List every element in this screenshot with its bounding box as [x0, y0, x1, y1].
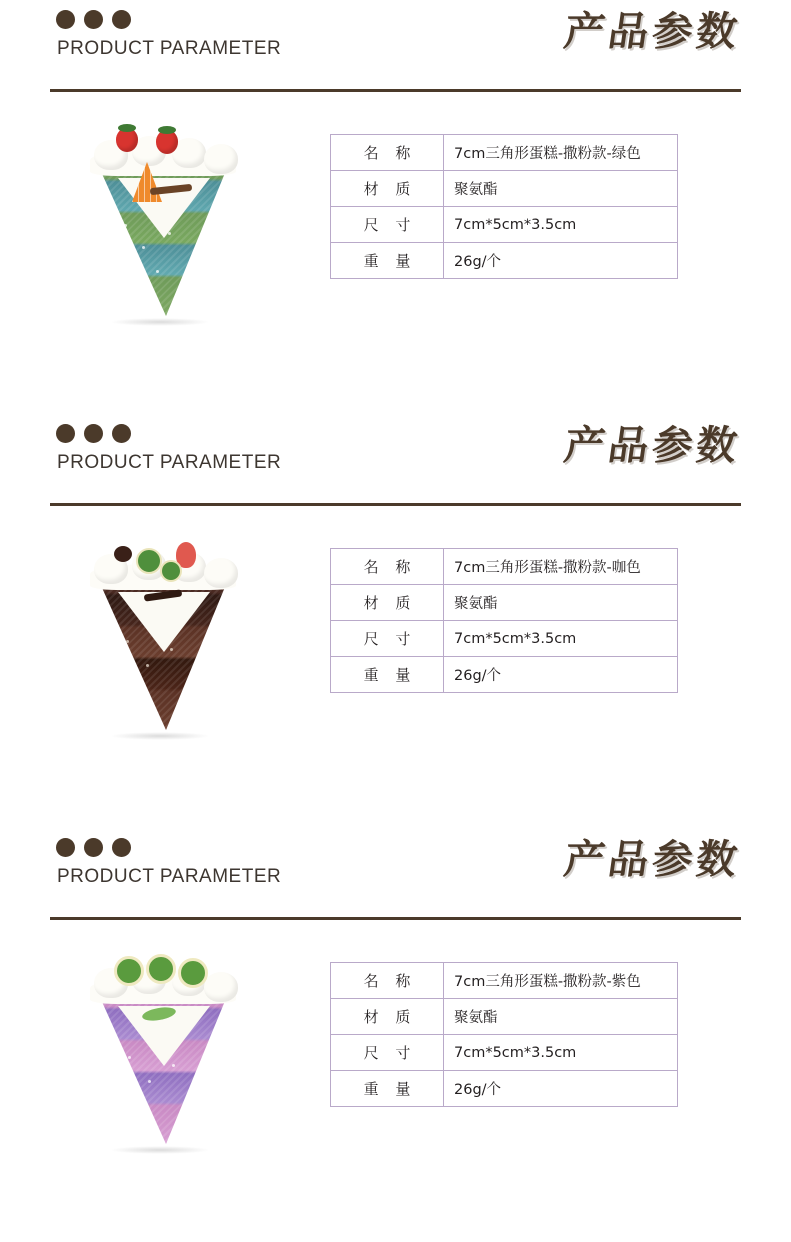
spec-key: 材 质 — [331, 999, 444, 1035]
table-row — [331, 621, 678, 657]
sugar-speck — [148, 1080, 151, 1083]
dot-icon — [56, 424, 75, 443]
chocolate-chip-decoration — [114, 546, 132, 562]
dot-icon — [112, 838, 131, 857]
cream-blob — [204, 144, 238, 174]
spec-table — [330, 962, 678, 1107]
spec-table-wrap — [330, 542, 791, 693]
dot-icon — [56, 838, 75, 857]
sugar-speck — [142, 246, 145, 249]
kiwi-decoration — [160, 560, 182, 582]
sugar-speck — [124, 224, 127, 227]
header-en-title: PRODUCT PARAMETER — [57, 866, 282, 887]
cream-blob — [204, 972, 238, 1002]
table-row — [331, 1071, 678, 1107]
drop-shadow — [110, 1146, 210, 1154]
dot-icon — [112, 424, 131, 443]
table-row — [331, 963, 678, 999]
product-section-coffee — [0, 414, 791, 828]
table-row — [331, 549, 678, 585]
table-row — [331, 243, 678, 279]
spec-table-wrap — [330, 128, 791, 279]
spec-value: 7cm*5cm*3.5cm — [444, 207, 678, 243]
spec-key: 重 量 — [331, 243, 444, 279]
product-image-coffee — [0, 542, 330, 742]
spec-value: 7cm*5cm*3.5cm — [444, 1035, 678, 1071]
product-section-purple — [0, 828, 791, 1242]
table-row — [331, 171, 678, 207]
spec-key: 名 称 — [331, 549, 444, 585]
spec-key: 尺 寸 — [331, 1035, 444, 1071]
cake-illustration — [80, 128, 250, 328]
sugar-speck — [168, 232, 171, 235]
leaf-decoration — [118, 124, 136, 132]
spec-key: 尺 寸 — [331, 621, 444, 657]
spec-key: 重 量 — [331, 1071, 444, 1107]
table-row — [331, 585, 678, 621]
spec-key: 重 量 — [331, 657, 444, 693]
kiwi-decoration — [146, 954, 176, 984]
product-row — [0, 506, 791, 742]
dot-icon — [84, 424, 103, 443]
header-en-title: PRODUCT PARAMETER — [57, 452, 282, 473]
dot-icon — [112, 10, 131, 29]
table-row — [331, 999, 678, 1035]
spec-value: 聚氨酯 — [444, 171, 678, 207]
three-dots-decoration — [56, 10, 131, 29]
drop-shadow — [110, 318, 210, 326]
product-row — [0, 920, 791, 1156]
three-dots-decoration — [56, 838, 131, 857]
spec-key: 尺 寸 — [331, 207, 444, 243]
spec-value: 7cm*5cm*3.5cm — [444, 621, 678, 657]
cake-illustration — [80, 542, 250, 742]
header-en-title: PRODUCT PARAMETER — [57, 38, 282, 59]
sugar-speck — [172, 1064, 175, 1067]
section-header — [50, 0, 744, 92]
sugar-speck — [126, 640, 129, 643]
product-image-green — [0, 128, 330, 328]
spec-table-wrap — [330, 956, 791, 1107]
spec-value: 聚氨酯 — [444, 585, 678, 621]
table-row — [331, 657, 678, 693]
kiwi-decoration — [136, 548, 162, 574]
spec-value: 26g/个 — [444, 657, 678, 693]
sugar-speck — [156, 270, 159, 273]
spec-table — [330, 548, 678, 693]
table-row — [331, 207, 678, 243]
sugar-speck — [146, 664, 149, 667]
spec-key: 名 称 — [331, 135, 444, 171]
sugar-speck — [128, 1056, 131, 1059]
table-row — [331, 135, 678, 171]
spec-key: 材 质 — [331, 171, 444, 207]
drop-shadow — [110, 732, 210, 740]
header-cn-title: 产品参数 — [561, 837, 744, 883]
cake-illustration — [80, 956, 250, 1156]
cream-blob — [204, 558, 238, 588]
three-dots-decoration — [56, 424, 131, 443]
dot-icon — [56, 10, 75, 29]
header-cn-title: 产品参数 — [561, 423, 744, 469]
spec-table — [330, 134, 678, 279]
spec-value: 26g/个 — [444, 243, 678, 279]
section-header — [50, 828, 744, 920]
sugar-speck — [170, 648, 173, 651]
spec-key: 名 称 — [331, 963, 444, 999]
table-row — [331, 1035, 678, 1071]
product-image-purple — [0, 956, 330, 1156]
kiwi-decoration — [178, 958, 208, 988]
spec-value: 7cm三角形蛋糕-撒粉款-绿色 — [444, 135, 678, 171]
dot-icon — [84, 838, 103, 857]
product-row — [0, 92, 791, 328]
leaf-decoration — [158, 126, 176, 134]
spec-value: 7cm三角形蛋糕-撒粉款-紫色 — [444, 963, 678, 999]
spec-value: 聚氨酯 — [444, 999, 678, 1035]
spec-value: 26g/个 — [444, 1071, 678, 1107]
spec-key: 材 质 — [331, 585, 444, 621]
dot-icon — [84, 10, 103, 29]
section-header — [50, 414, 744, 506]
header-cn-title: 产品参数 — [561, 9, 744, 55]
spec-value: 7cm三角形蛋糕-撒粉款-咖色 — [444, 549, 678, 585]
kiwi-decoration — [114, 956, 144, 986]
product-section-green — [0, 0, 791, 414]
